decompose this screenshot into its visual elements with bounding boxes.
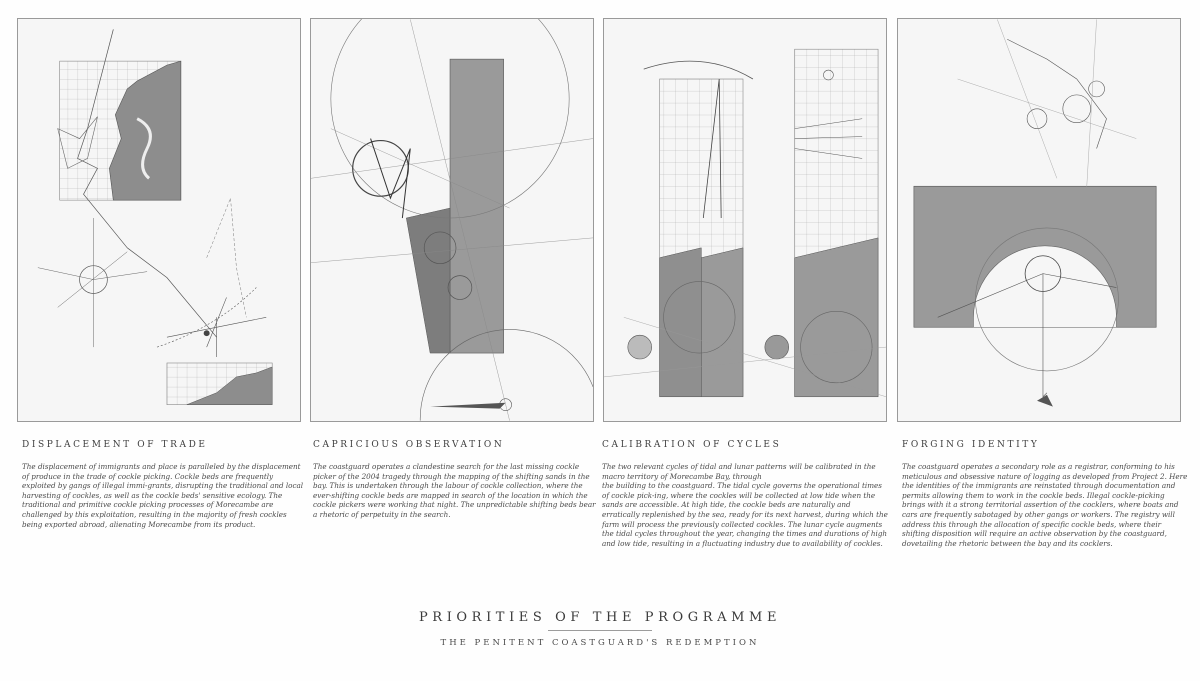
observation-drawing [311, 19, 593, 421]
left-moon [628, 335, 652, 359]
caption-body: The displacement of immigrants and place is paralleled by the displacement of produce in the trade of cockle picking. Cockle beds are frequently exploited by gangs of illegal immi-grants, disrupting the traditional and local harvesting of cockles, as well as the cockle beds' sensitive ecology. The traditional and primitive cockle picking processes of Morecambe are challenged by this exploitation, resulting in the majority of fresh cockles being exported abroad, alienating Morecambe from its product. [22, 462, 304, 529]
caption-body [602, 462, 888, 548]
caption-calibration-of-cycles [602, 440, 888, 548]
right-moon [765, 335, 789, 359]
title-divider [548, 630, 652, 631]
caption-body: The coastguard operates a secondary role as a registrar, conforming to his meticulous and obsessive nature of logging as developed from Project 2. Here the identities of the immigrants are reinstated through documentation and permits allowing them to work in the cockle beds. Illegal cockle-picking brings with it a strong territorial assertion of the cocklers, where boats and cars are frequently sabotaged by other gangs or workers. The registry will address this through the allocation of specific cockle beds, where their shifting disposition will require an active observation by the coastguard, dovetailing the rhetoric between the bay and its cocklers. [902, 462, 1188, 548]
hatched-strip [450, 59, 504, 353]
caption-title: DISPLACEMENT OF TRADE [22, 440, 208, 450]
drawing-capricious-observation [310, 18, 594, 422]
caption-line: the tidal cycles throughout the year, changing the times and durations of high and low tide, resulting in a fluctuating industry due to availability of cockles. [602, 529, 888, 548]
page-subtitle: THE PENITENT COASTGUARD'S REDEMPTION [440, 638, 760, 648]
caption-line: The two relevant cycles of tidal and lunar patterns will be calibrated in the macro territory of Morecambe Bay, through [602, 462, 876, 481]
drawing-displacement-of-trade [17, 18, 301, 422]
caption-displacement-of-trade [22, 440, 308, 529]
caption-title: CAPRICIOUS OBSERVATION [313, 440, 505, 450]
calibration-drawing [604, 19, 886, 421]
caption-title: CALIBRATION OF CYCLES [602, 440, 782, 450]
caption-forging-identity [902, 440, 1188, 548]
caption-line: the building to the coastguard. The tidal cycle governs the operational times of cockle pick-ing, where the cockles will be collected at low tide when the sands are accessible. At high tide, the cockle beds are naturally and erratically replenished by the sea, ready for its next harvest, during which the farm will process the previously collected cockles. The lunar cycle augments [602, 481, 888, 529]
drawing-forging-identity [897, 18, 1181, 422]
caption-capricious-observation [313, 440, 599, 520]
drawing-calibration-of-cycles [603, 18, 887, 422]
page-title: PRIORITIES OF THE PROGRAMME [418, 610, 782, 625]
displacement-drawing [18, 19, 300, 421]
caption-title: FORGING IDENTITY [902, 440, 1040, 450]
identity-drawing [898, 19, 1180, 421]
caption-body: The coastguard operates a clandestine search for the last missing cockle picker of the 2004 tragedy through the mapping of the shifting sands in the bay. This is undertaken through the labour of cockle collection, where the ever-shifting cockle beds are mapped in search of the location in which the cockle pickers were working that night. The unpredictable shifting beds bear a rhetoric of perpetuity in the search. [313, 462, 596, 519]
